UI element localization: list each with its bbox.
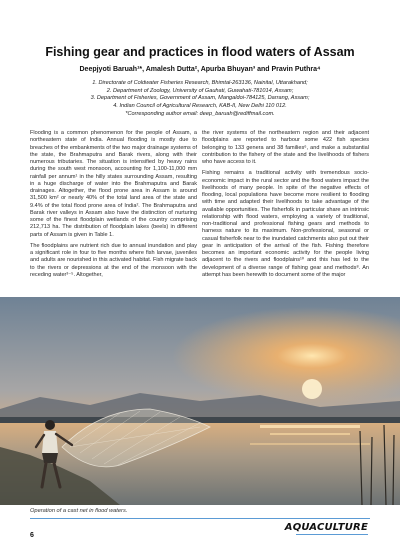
figure-caption: Operation of a cast net in flood waters.: [30, 508, 128, 514]
body-column-left: [30, 130, 197, 283]
body-column-right: [202, 130, 369, 283]
article-authors: Deepjyoti Baruah¹*, Amalesh Dutta², Apurba Bhuyan³ and Pravin Puthra⁴: [79, 66, 321, 73]
footer-divider: [30, 518, 370, 519]
page-number: 6: [30, 532, 34, 539]
cast-net-photo: [0, 297, 400, 505]
affiliation-4: 4. Indian Council of Agricultural Research, KAB-II, New Delhi 110 012.: [113, 103, 287, 110]
body-paragraph: the river systems of the northeastern region and their adjacent floodplains are reported to harbour some 422 fish species belonging to 133 genera and 38 families⁶, and make a substantial contribution to the fishery of the state and the livelihoods of fishers who have access to it.: [202, 130, 369, 165]
corresponding-email: *Corresponding author email: deep_baruah@rediffmail.com.: [125, 110, 275, 117]
aquaculture-logo: AQUACULTURE: [284, 522, 368, 533]
body-paragraph: Fishing remains a traditional activity with tremendous socio-economic impact in the rural sector and the flood waters impact the livelihoods of many people. In spite of the negative effects of flooding, local populations have become more resilient to flooding with time and adapted their livelihoods to take advantage of the available opportunities. The fisherfolk in particular share an intrinsic relationship with flood waters, employing a variety of traditional, non-traditional and professional fishing gears and methods to harness nature to its maximum. Non-professional, seasonal or casual fisherfolk near to the inundated catchments also put out their gear in anticipation of the arrival of the fish. Fishing therefore becomes an important economic activity for the people living adjacent to the rivers and floodplains¹⁰ and this has led to the development of a diverse range of fishing gear and methods⁸. An attempt has been herewith to document some of the major: [202, 170, 369, 278]
sunset-fisherman-illustration: [0, 297, 400, 505]
logo-underline: [296, 534, 368, 535]
affiliation-2: 2. Department of Zoology, University of Gauhati, Guwahati-781014, Assam;: [106, 87, 294, 94]
affiliations: [40, 80, 360, 119]
affiliation-1: 1. Directorate of Coldwater Fisheries Research, Bhimtal-263136, Nainital, Uttarakhand;: [92, 80, 308, 86]
body-paragraph: The floodplains are nutrient rich due to annual inundation and play a significant role in four to five months where fish larvae, juveniles and adults are nourished in this activated habitat. Fish migrate back to the rivers or depressions at the end of the monsoon with the receding water³⁻⁵. Altogether,: [30, 242, 197, 278]
body-paragraph: Flooding is a common phenomenon for the people of Assam, a northeastern state of India. Annual flooding is mostly due to breaches of the embankments of the two major drainage systems of the state, the Brahmaputra and Barak rivers, along with their numerous tributaries. The situation is intensified by heavy rains during the south west monsoon, accounting for 1,100-11,000 mm rainfall per annum¹ in the hilly states surrounding Assam, resulting in a huge discharge of water into the Brahmaputra and Barak drainages. Altogether, the flood prone area in Assam is around 31,500 km² or nearly 40% of the total land area of the state and 9.4% of the total flood prone area of India². The Brahmaputra and Barak river valleys in Assam also have the distinction of nurturing some of the finest floodplain wetlands of the country comprising 212,713 ha. The distribution of floodplain lakes (beels) in different parts of Assam is given in Table 1.: [30, 130, 197, 238]
affiliation-3: 3. Department of Fisheries, Government of Assam, Mangaldoi-784125, Darrang, Assam;: [90, 95, 310, 102]
article-title: Fishing gear and practices in flood waters of Assam: [45, 45, 355, 59]
